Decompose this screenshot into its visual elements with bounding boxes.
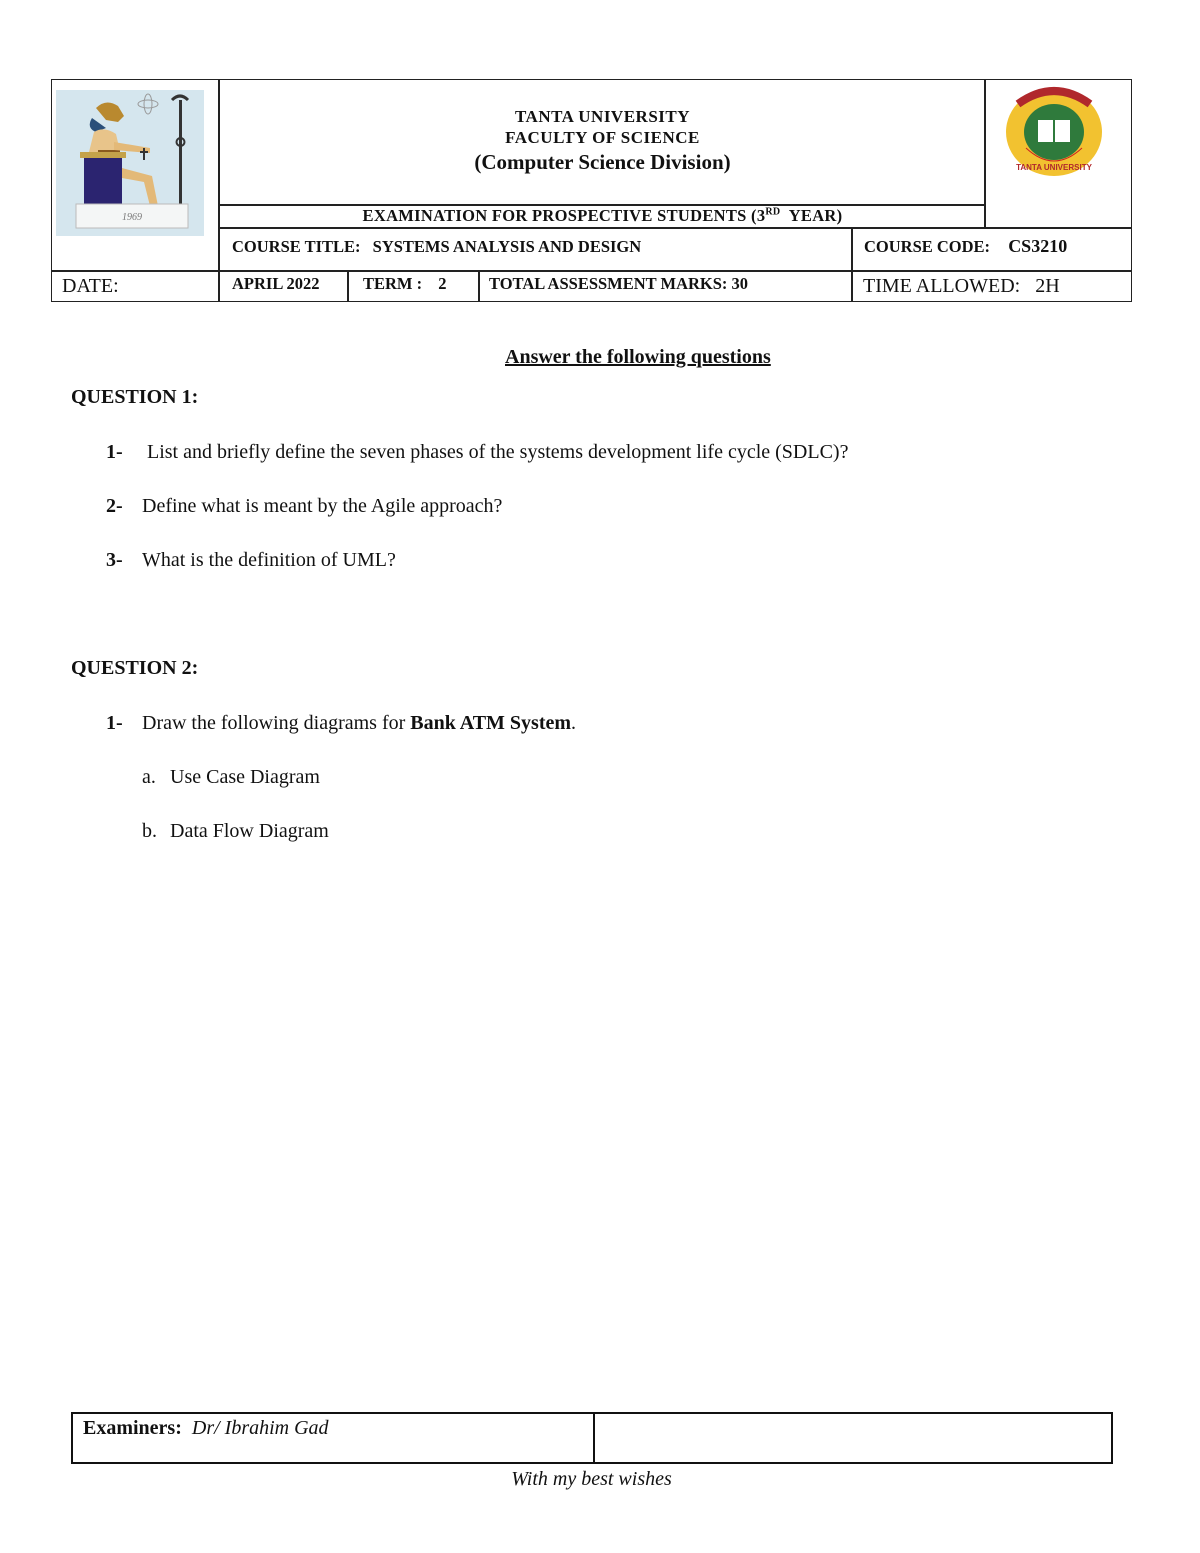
question-1-heading: QUESTION 1: — [71, 386, 199, 408]
course-code-value: CS3210 — [1008, 236, 1068, 256]
date-label: DATE: — [62, 275, 119, 297]
item-number: 3- — [106, 549, 123, 571]
question-2-item-1 — [106, 712, 576, 735]
subitem-letter: b. — [142, 820, 157, 842]
closing-wishes: With my best wishes — [511, 1468, 672, 1490]
examiners-label: Examiners: — [83, 1417, 182, 1439]
date-value: APRIL 2022 — [232, 274, 320, 293]
total-marks: TOTAL ASSESSMENT MARKS: 30 — [489, 274, 749, 293]
question-2-subitem-a — [142, 766, 320, 789]
examiners — [83, 1417, 329, 1440]
header-divider — [851, 227, 853, 302]
item-number: 1- — [106, 712, 123, 734]
instructions: Answer the following questions — [505, 346, 771, 368]
course-code — [864, 236, 1067, 257]
time-value: 2H — [1035, 275, 1060, 297]
term-label: TERM : — [363, 274, 423, 293]
item-text: Define what is meant by the Agile approach? — [142, 495, 503, 517]
division-name: (Computer Science Division) — [474, 150, 731, 174]
question-1-item-3 — [106, 549, 396, 572]
term-value: 2 — [438, 274, 447, 293]
exam-title-text: EXAMINATION FOR PROSPECTIVE STUDENTS (3 — [362, 206, 766, 225]
question-2-subitem-b — [142, 820, 329, 843]
faculty-name: FACULTY OF SCIENCE — [505, 128, 700, 147]
subitem-letter: a. — [142, 766, 156, 788]
logo-year: 1969 — [122, 212, 142, 223]
university-logo — [1004, 86, 1104, 178]
header-divider — [478, 270, 480, 302]
item-text-bold: Bank ATM System — [410, 712, 572, 734]
examiners-box-divider — [593, 1412, 595, 1464]
question-1-item-2 — [106, 495, 502, 518]
header-divider — [347, 270, 349, 302]
subitem-text: Data Flow Diagram — [170, 820, 329, 842]
header-divider — [51, 270, 1132, 272]
item-text: Draw the following diagrams for — [142, 712, 411, 734]
header-divider — [218, 227, 1132, 229]
item-text: What is the definition of UML? — [142, 549, 396, 571]
logo-ring-text: TANTA UNIVERSITY — [1016, 163, 1092, 172]
item-number: 1- — [106, 441, 123, 463]
university-name: TANTA UNIVERSITY — [514, 107, 691, 126]
exam-title — [220, 206, 985, 226]
term — [363, 274, 447, 294]
question-2-heading: QUESTION 2: — [71, 657, 199, 679]
item-text: List and briefly define the seven phases of the systems development life cycle (SDLC)? — [142, 441, 849, 463]
course-code-label: COURSE CODE: — [864, 237, 991, 256]
course-title-value: SYSTEMS ANALYSIS AND DESIGN — [372, 237, 642, 256]
question-1-item-1 — [106, 441, 848, 464]
exam-title-superscript: RD — [765, 206, 781, 218]
time-allowed — [863, 275, 1060, 298]
subitem-text: Use Case Diagram — [170, 766, 320, 788]
examiners-value: Dr/ Ibrahim Gad — [191, 1417, 329, 1439]
item-number: 2- — [106, 495, 123, 517]
course-title — [232, 237, 641, 257]
exam-title-year: YEAR) — [780, 206, 843, 225]
item-text-end: . — [571, 712, 577, 734]
faculty-logo — [56, 90, 204, 236]
course-title-label: COURSE TITLE: — [232, 237, 361, 256]
time-label: TIME ALLOWED: — [863, 275, 1021, 297]
